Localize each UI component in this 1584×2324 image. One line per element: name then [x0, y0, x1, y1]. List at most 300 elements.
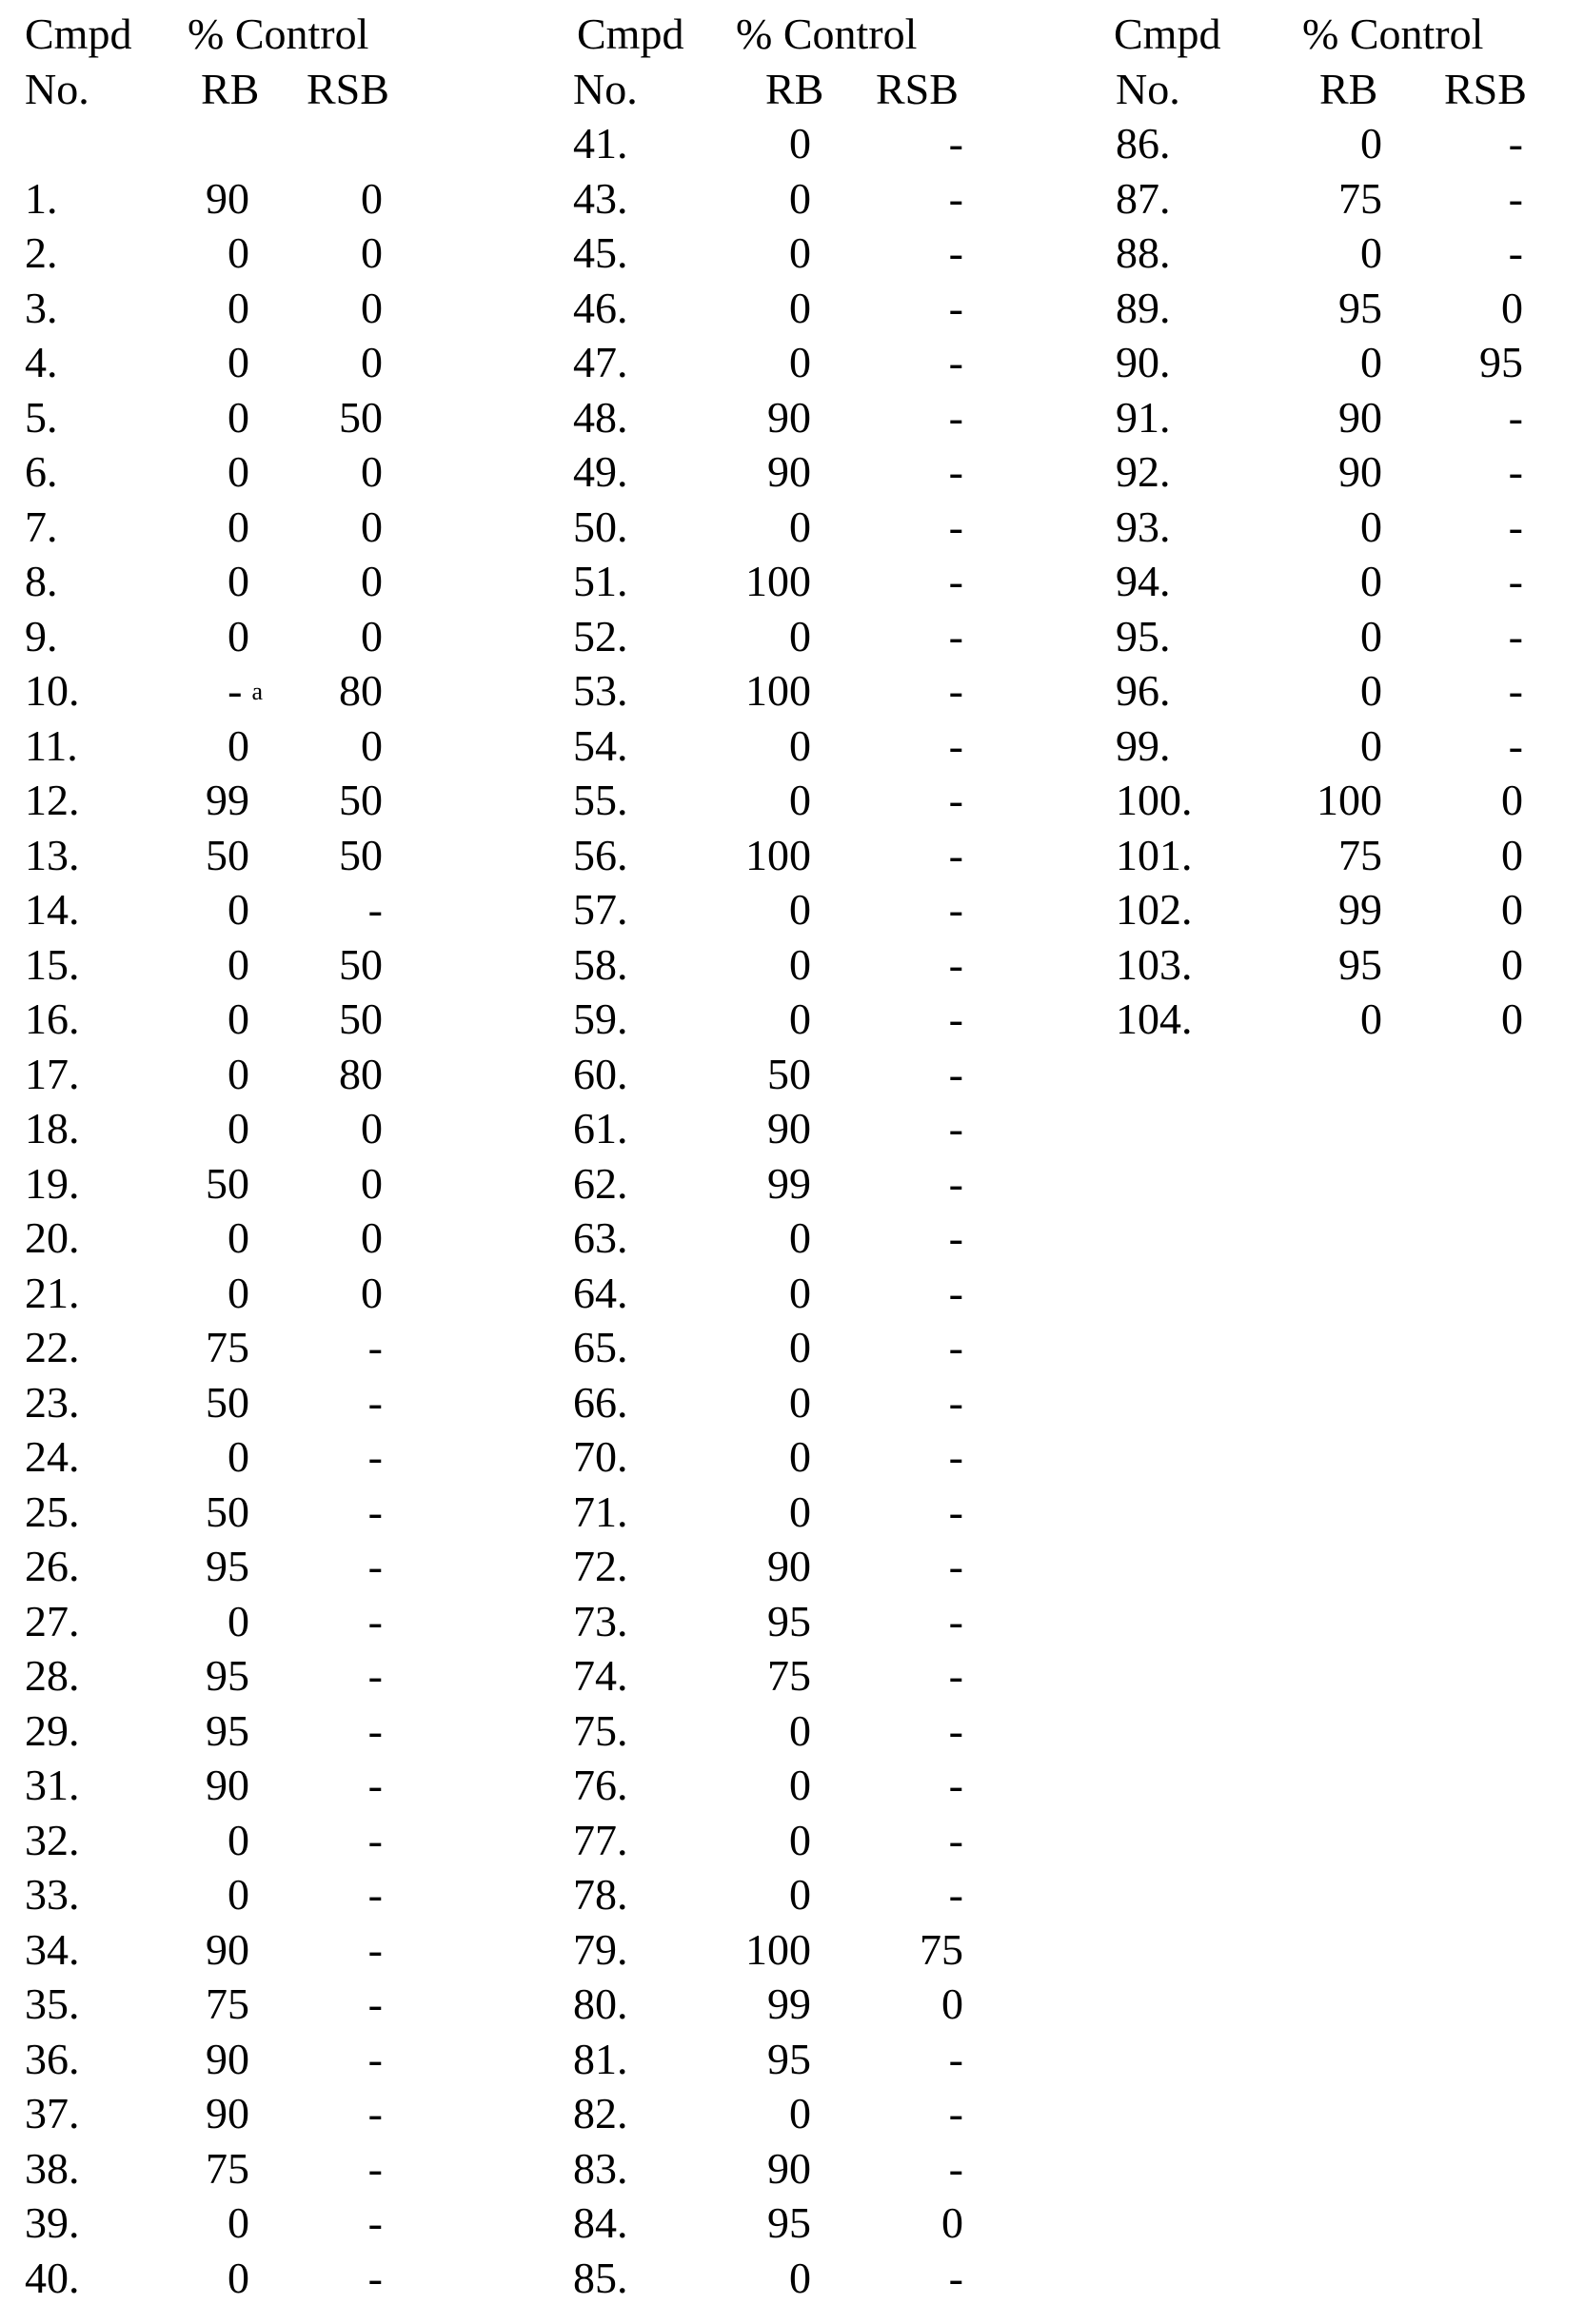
compound-number: 90.: [1116, 335, 1171, 390]
compound-number: 89.: [1116, 281, 1171, 336]
rsb-value: -: [949, 663, 963, 719]
compound-number: 92.: [1116, 444, 1171, 500]
compound-number: 86.: [1116, 116, 1171, 171]
compound-number: 16.: [25, 992, 80, 1047]
compound-number: 62.: [573, 1156, 628, 1211]
rb-value-text: 0: [228, 721, 249, 770]
rb-value-text: 0: [789, 2089, 811, 2137]
rb-value: [1360, 992, 1382, 1047]
rb-value: [206, 1485, 249, 1540]
compound-number: 2.: [25, 226, 58, 281]
compound-number: 61.: [573, 1101, 628, 1156]
compound-number: 73.: [573, 1594, 628, 1649]
rb-value-text: 100: [1317, 776, 1382, 824]
compound-number: 38.: [25, 2141, 80, 2196]
rb-value-text: 90: [206, 2035, 249, 2083]
rsb-value: -: [1509, 444, 1523, 500]
rb-value-text: 75: [206, 2144, 249, 2193]
compound-number: 50.: [573, 500, 628, 555]
compound-number: 72.: [573, 1539, 628, 1594]
rsb-value: -: [1509, 390, 1523, 445]
rsb-value: 0: [361, 444, 383, 500]
rsb-value: -: [368, 1813, 383, 1868]
rsb-value: 0: [1501, 992, 1523, 1047]
rb-value-text: 0: [228, 2198, 249, 2247]
compound-number: 55.: [573, 773, 628, 828]
compound-number: 71.: [573, 1485, 628, 1540]
rb-value: [767, 390, 811, 445]
compound-number: 79.: [573, 1922, 628, 1978]
rsb-value: -: [949, 444, 963, 500]
rsb-value: -: [368, 1648, 383, 1704]
rb-value-text: 95: [1338, 940, 1382, 989]
rb-value: [206, 1977, 249, 2032]
rsb-value: -: [949, 335, 963, 390]
rb-value: [1360, 335, 1382, 390]
compound-number: 14.: [25, 882, 80, 937]
rsb-value: 0: [941, 1977, 963, 2032]
rb-value-text: 75: [206, 1323, 249, 1371]
rb-value-text: 95: [206, 1542, 249, 1590]
compound-number: 39.: [25, 2196, 80, 2251]
rb-value-text: 0: [1360, 502, 1382, 551]
rb-value: [789, 171, 811, 226]
compound-number: 63.: [573, 1211, 628, 1266]
compound-number: 75.: [573, 1704, 628, 1759]
rsb-value: -: [949, 116, 963, 171]
rsb-value: 0: [361, 226, 383, 281]
header-cmpd: Cmpd: [1114, 7, 1220, 62]
rsb-value: 50: [339, 773, 383, 828]
compound-number: 35.: [25, 1977, 80, 2032]
rsb-value: -: [1509, 609, 1523, 664]
compound-number: 6.: [25, 444, 58, 500]
rb-value: [767, 2032, 811, 2087]
rb-value-text: 90: [206, 174, 249, 223]
rb-value: [767, 1648, 811, 1704]
rsb-value: -: [368, 1704, 383, 1759]
rb-value-text: 0: [228, 2254, 249, 2302]
header-percent-control: % Control: [188, 7, 368, 62]
rb-value: [745, 663, 811, 719]
rb-value: [789, 882, 811, 937]
rsb-value: -: [368, 2141, 383, 2196]
rb-value: [789, 2086, 811, 2141]
rsb-value: -: [368, 1867, 383, 1922]
rb-value-text: 0: [789, 2254, 811, 2302]
rsb-value: -: [949, 281, 963, 336]
rb-value: [789, 1485, 811, 1540]
rb-value-text: 50: [206, 1487, 249, 1536]
compound-number: 56.: [573, 828, 628, 883]
rb-value-text: 0: [228, 1816, 249, 1864]
rsb-value: -: [949, 1867, 963, 1922]
rb-value: [789, 719, 811, 774]
compound-number: 25.: [25, 1485, 80, 1540]
rsb-value: 0: [361, 281, 383, 336]
rb-value: [789, 1704, 811, 1759]
rb-value-text: 0: [228, 228, 249, 277]
rsb-value: -: [949, 1539, 963, 1594]
rb-value-text: 50: [206, 1378, 249, 1427]
rsb-value: -: [1509, 719, 1523, 774]
rb-value-text: 95: [206, 1706, 249, 1755]
rb-value: [228, 992, 249, 1047]
rb-value: [767, 2196, 811, 2251]
compound-number: 46.: [573, 281, 628, 336]
rsb-value: -: [368, 2196, 383, 2251]
rsb-value: -: [949, 2086, 963, 2141]
rsb-value: 0: [361, 1156, 383, 1211]
compound-number: 1.: [25, 171, 58, 226]
rb-value-text: 0: [228, 1213, 249, 1262]
rb-value: [745, 554, 811, 609]
compound-number: 26.: [25, 1539, 80, 1594]
compound-number: 57.: [573, 882, 628, 937]
rb-value-text: 100: [745, 557, 811, 605]
compound-number: 82.: [573, 2086, 628, 2141]
compound-number: 51.: [573, 554, 628, 609]
rsb-value: -: [368, 1922, 383, 1978]
rb-value-text: 0: [1360, 228, 1382, 277]
rb-value: [206, 1758, 249, 1813]
rb-value-text: 0: [789, 119, 811, 167]
rb-value: [1360, 609, 1382, 664]
rsb-value: -: [949, 882, 963, 937]
compound-number: 12.: [25, 773, 80, 828]
compound-number: 33.: [25, 1867, 80, 1922]
compound-number: 20.: [25, 1211, 80, 1266]
compound-number: 87.: [1116, 171, 1171, 226]
rb-value: [206, 828, 249, 883]
compound-number: 54.: [573, 719, 628, 774]
header-cmpd: Cmpd: [25, 7, 131, 62]
rb-value-text: 0: [789, 776, 811, 824]
rb-value: [767, 1594, 811, 1649]
rsb-value: -: [949, 1594, 963, 1649]
compound-number: 104.: [1116, 992, 1193, 1047]
rb-value: [1338, 171, 1382, 226]
rsb-value: 80: [339, 663, 383, 719]
rb-value: [789, 500, 811, 555]
rsb-value: -: [949, 2141, 963, 2196]
rb-value-text: 90: [767, 2144, 811, 2193]
compound-number: 41.: [573, 116, 628, 171]
rsb-value: -: [1509, 554, 1523, 609]
rb-value: [767, 1977, 811, 2032]
rb-value-text: 0: [789, 612, 811, 660]
compound-number: 58.: [573, 937, 628, 993]
rb-value-text: 0: [1360, 557, 1382, 605]
rb-value: [789, 335, 811, 390]
rb-value: [206, 1156, 249, 1211]
rsb-value: -: [368, 2251, 383, 2306]
compound-number: 70.: [573, 1429, 628, 1485]
rb-value: [789, 1429, 811, 1485]
rb-value-text: 0: [228, 1104, 249, 1152]
rsb-value: -: [368, 2032, 383, 2087]
rb-value: [1338, 444, 1382, 500]
rb-value: [228, 882, 249, 937]
rb-value: [789, 2251, 811, 2306]
rb-value: [789, 1320, 811, 1375]
compound-number: 102.: [1116, 882, 1193, 937]
compound-number: 59.: [573, 992, 628, 1047]
compound-number: 103.: [1116, 937, 1193, 993]
compound-number: 4.: [25, 335, 58, 390]
rb-value: [206, 1375, 249, 1430]
rb-value-text: 90: [767, 1104, 811, 1152]
rb-value-text: 0: [789, 1432, 811, 1481]
rsb-value: 50: [339, 937, 383, 993]
compound-number: 52.: [573, 609, 628, 664]
rb-value-text: 0: [789, 1870, 811, 1919]
compound-number: 32.: [25, 1813, 80, 1868]
rb-value-text: 0: [789, 338, 811, 386]
rsb-value: -: [949, 1485, 963, 1540]
rb-value-text: 0: [1360, 721, 1382, 770]
header-percent-control: % Control: [1302, 7, 1483, 62]
compound-number: 49.: [573, 444, 628, 500]
rsb-value: -: [1509, 171, 1523, 226]
rsb-value: 0: [361, 1211, 383, 1266]
rsb-value: -: [1509, 500, 1523, 555]
compound-number: 21.: [25, 1266, 80, 1321]
rb-value: [228, 2251, 249, 2306]
compound-number: 84.: [573, 2196, 628, 2251]
rb-value: [206, 171, 249, 226]
rsb-value: -: [949, 992, 963, 1047]
rb-value-text: 95: [767, 2198, 811, 2247]
compound-number: 77.: [573, 1813, 628, 1868]
rsb-value: -: [949, 171, 963, 226]
rb-value-text: 0: [228, 338, 249, 386]
compound-number: 43.: [573, 171, 628, 226]
compound-number: 65.: [573, 1320, 628, 1375]
compound-number: 23.: [25, 1375, 80, 1430]
rb-value-text: 0: [789, 721, 811, 770]
rb-value: [1338, 828, 1382, 883]
rsb-value: -: [949, 937, 963, 993]
rsb-value: -: [949, 719, 963, 774]
rb-value: [206, 2032, 249, 2087]
rsb-value: 0: [1501, 773, 1523, 828]
rb-value: [228, 444, 249, 500]
rb-value-text: 75: [767, 1651, 811, 1700]
rb-value-text: 0: [789, 1816, 811, 1864]
rb-value: [228, 1211, 249, 1266]
rsb-value: -: [949, 226, 963, 281]
rsb-value: -: [368, 1977, 383, 2032]
rb-value: [228, 1594, 249, 1649]
rb-value-text: 95: [1338, 284, 1382, 332]
rb-value: [228, 226, 249, 281]
rb-value-text: 0: [228, 502, 249, 551]
rsb-value: -: [368, 2086, 383, 2141]
rb-value: [789, 773, 811, 828]
rb-value-text: 0: [228, 612, 249, 660]
rsb-value: 0: [941, 2196, 963, 2251]
rsb-value: -: [949, 1758, 963, 1813]
rb-value: [228, 500, 249, 555]
rsb-value: 0: [361, 719, 383, 774]
header-cmpd: Cmpd: [577, 7, 683, 62]
compound-number: 100.: [1116, 773, 1193, 828]
rb-value-text: 0: [789, 1323, 811, 1371]
rb-value: [206, 1704, 249, 1759]
compound-number: 80.: [573, 1977, 628, 2032]
rsb-value: 75: [920, 1922, 963, 1978]
rb-value-text: 0: [228, 1050, 249, 1098]
compound-number: 28.: [25, 1648, 80, 1704]
rb-value-text: 75: [1338, 174, 1382, 223]
rb-value-text: 0: [228, 885, 249, 934]
compound-number: 93.: [1116, 500, 1171, 555]
rb-value-text: 90: [1338, 447, 1382, 496]
rb-value-text: 0: [789, 1269, 811, 1317]
rb-value: [789, 609, 811, 664]
compound-number: 19.: [25, 1156, 80, 1211]
header-no: No.: [25, 62, 89, 117]
rb-value-text: 0: [789, 885, 811, 934]
rb-value-text: 0: [789, 1378, 811, 1427]
rsb-value: 0: [361, 1101, 383, 1156]
header-rsb: RSB: [1444, 62, 1527, 117]
compound-number: 45.: [573, 226, 628, 281]
rb-value: [767, 1156, 811, 1211]
compound-number: 78.: [573, 1867, 628, 1922]
rb-value-text: 90: [767, 1542, 811, 1590]
rb-value: [228, 281, 249, 336]
rsb-value: 50: [339, 992, 383, 1047]
rb-value-text: 0: [1360, 338, 1382, 386]
rsb-value: -: [949, 1320, 963, 1375]
rb-value: [767, 444, 811, 500]
rb-value-text: 0: [789, 502, 811, 551]
rsb-value: -: [949, 609, 963, 664]
compound-number: 18.: [25, 1101, 80, 1156]
rsb-value: -: [949, 1704, 963, 1759]
rb-value-text: 0: [1360, 666, 1382, 715]
compound-number: 9.: [25, 609, 58, 664]
rb-value-text: 0: [1360, 612, 1382, 660]
rb-value: [789, 226, 811, 281]
rsb-value: -: [1509, 116, 1523, 171]
rb-value-text: 99: [767, 1979, 811, 2028]
rb-value: [767, 1539, 811, 1594]
rb-value: [745, 1922, 811, 1978]
rb-value-text: 0: [228, 1870, 249, 1919]
rsb-value: 0: [361, 335, 383, 390]
rb-value: [789, 1813, 811, 1868]
rb-value-text: 90: [206, 1925, 249, 1974]
rb-value-text: 99: [206, 776, 249, 824]
compound-number: 83.: [573, 2141, 628, 2196]
compound-number: 3.: [25, 281, 58, 336]
rb-value: [228, 390, 249, 445]
rb-value: [745, 828, 811, 883]
rb-value: [1338, 882, 1382, 937]
compound-number: 64.: [573, 1266, 628, 1321]
rsb-value: 95: [1479, 335, 1523, 390]
rsb-value: -: [949, 2032, 963, 2087]
rsb-value: -: [949, 1813, 963, 1868]
compound-number: 31.: [25, 1758, 80, 1813]
rb-value: [206, 2141, 249, 2196]
rb-value: [228, 1867, 249, 1922]
rb-value-text: 100: [745, 831, 811, 879]
rb-value: [767, 2141, 811, 2196]
rb-value-text: 95: [206, 1651, 249, 1700]
compound-number: 60.: [573, 1047, 628, 1102]
rb-value: [1317, 773, 1382, 828]
rb-value: [228, 1813, 249, 1868]
rsb-value: -: [949, 390, 963, 445]
rsb-value: -: [368, 1429, 383, 1485]
compound-number: 85.: [573, 2251, 628, 2306]
rb-value: [228, 719, 249, 774]
rb-value-text: 50: [767, 1050, 811, 1098]
rb-value-text: 0: [1360, 995, 1382, 1043]
compound-number: 91.: [1116, 390, 1171, 445]
rb-value-text: 0: [228, 1432, 249, 1481]
header-no: No.: [573, 62, 638, 117]
rb-value: [1360, 226, 1382, 281]
rsb-value: 0: [361, 609, 383, 664]
rb-value: [206, 1648, 249, 1704]
rb-value-text: 0: [228, 393, 249, 442]
rb-value-text: 0: [1360, 119, 1382, 167]
rb-value-text: 0: [789, 1487, 811, 1536]
rsb-value: 0: [1501, 281, 1523, 336]
header-rb: RB: [201, 62, 259, 117]
header-rb: RB: [1319, 62, 1377, 117]
rb-value-text: 0: [228, 995, 249, 1043]
rb-value: [228, 335, 249, 390]
rb-value-text: 75: [206, 1979, 249, 2028]
header-no: No.: [1116, 62, 1180, 117]
rb-value-text: 100: [745, 666, 811, 715]
rb-value-text: 0: [228, 940, 249, 989]
rb-value: [228, 937, 249, 993]
rsb-value: -: [949, 1648, 963, 1704]
compound-number: 10.: [25, 663, 80, 719]
rb-value-text: 0: [228, 1597, 249, 1645]
rb-value: [206, 1922, 249, 1978]
rb-value: [767, 1047, 811, 1102]
rb-value-text: 0: [789, 1761, 811, 1809]
rb-value: [767, 1101, 811, 1156]
rb-value-text: 50: [206, 831, 249, 879]
compound-number: 34.: [25, 1922, 80, 1978]
header-rsb: RSB: [876, 62, 959, 117]
rb-value: [789, 116, 811, 171]
rsb-value: 0: [361, 554, 383, 609]
rb-value-text: 99: [1338, 885, 1382, 934]
rb-value: [789, 1758, 811, 1813]
rb-value-text: 0: [228, 447, 249, 496]
rb-value-text: 0: [228, 1269, 249, 1317]
compound-number: 48.: [573, 390, 628, 445]
rb-value: [789, 992, 811, 1047]
rb-value-text: 90: [206, 1761, 249, 1809]
rsb-value: -: [949, 1156, 963, 1211]
rsb-value: 0: [1501, 882, 1523, 937]
rsb-value: -: [368, 1594, 383, 1649]
rb-value: [1360, 500, 1382, 555]
rb-value: [1338, 281, 1382, 336]
rsb-value: -: [949, 1429, 963, 1485]
